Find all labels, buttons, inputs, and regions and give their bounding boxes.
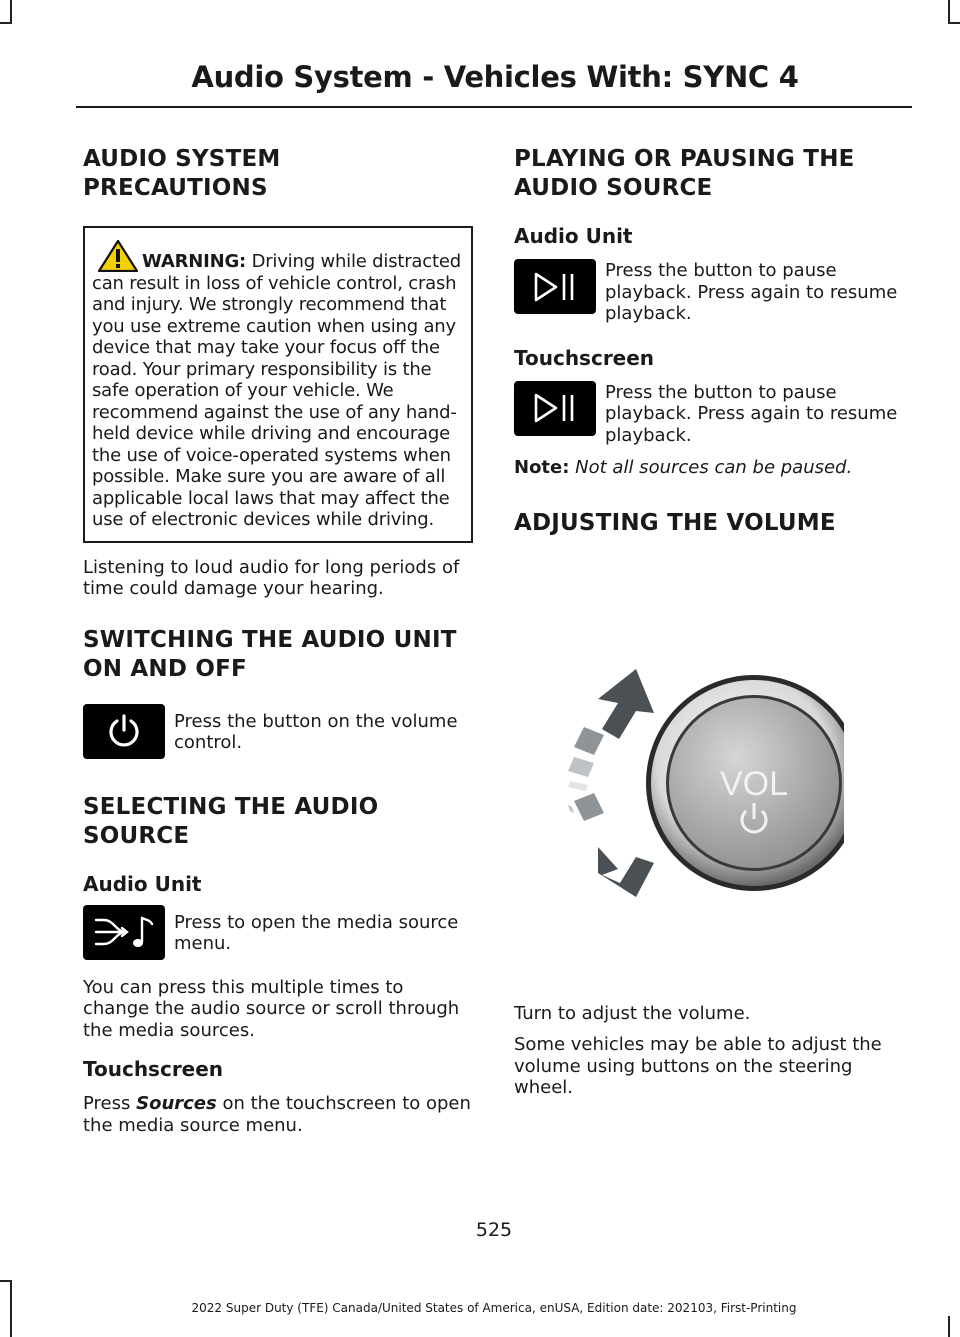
media-source-text: Press to open the media source menu. [174,911,459,954]
selecting-touchscreen-heading: Touchscreen [83,1057,224,1081]
crop-mark [948,22,960,24]
steering-text: Some vehicles may be able to adjust the volume using buttons on the steering wheel. [514,1034,882,1098]
crop-mark [0,22,12,24]
playing-audio-unit-heading: Audio Unit [514,224,633,248]
pause-note: Note: Not all sources can be paused. [514,457,853,478]
playing-heading: PLAYING OR PAUSING THE AUDIO SOURCE [514,146,855,201]
play-pause-icon [532,391,578,425]
power-button-image [83,704,165,759]
touch-play-pause-button-image [514,381,596,436]
vol-label: VOL [719,764,789,803]
play-pause-button-image [514,259,596,314]
warning-text: Driving while distracted can result in loss of vehicle control, crash and injury. We strongly recommend that you use extreme caution when using any device that may take your focus off the road. Your primary responsibility is the safe operation of your vehicle. We recommend against the use of any hand-held device while driving and encourage the use of voice-operated systems when possible. Make sure you are aware of all applicable local laws that may affect the use of electronic devices while driving. [92,251,461,530]
power-icon [104,711,144,751]
volume-down-arrow-icon [598,847,654,897]
playing-touchscreen-heading: Touchscreen [514,345,655,370]
volume-heading: ADJUSTING THE VOLUME [514,509,836,536]
touch-play-pause-row [514,381,904,447]
warning-label: WARNING: [142,251,247,272]
header-divider [76,106,912,108]
media-source-icon [92,912,156,952]
sources-label: Sources [136,1093,217,1114]
page-number: 525 [475,1219,513,1241]
edition-info: 2022 Super Duty (TFE) Canada/United States of America, enUSA, Edition date: 202103, First-Printing [191,1301,797,1315]
play-pause-text: Press the button to pause playback. Press again to resume playback. [605,260,898,324]
warning-triangle-icon [98,240,138,272]
sources-text: Press Sources on the touchscreen to open the media source menu. [83,1093,471,1136]
precautions-heading: AUDIO SYSTEM PRECAUTIONS [83,146,281,201]
volume-knob-illustration [514,643,844,903]
media-source-button-image [83,905,165,960]
crop-mark [948,0,950,22]
crop-mark [0,1280,12,1282]
selecting-audio-unit-heading: Audio Unit [83,871,202,896]
power-row [83,704,473,759]
play-pause-row [514,259,904,325]
crop-mark [948,1316,950,1337]
page-title: Audio System - Vehicles With: SYNC 4 [191,60,799,94]
volume-up-arrow-icon [598,669,654,739]
power-text: Press the button on the volume control. [174,710,458,753]
touch-play-pause-text: Press the button to pause playback. Press again to resume playback. [605,381,898,446]
left-column [83,145,473,1136]
media-source-row [83,905,473,960]
turn-text: Turn to adjust the volume. [514,1002,751,1024]
warning-box [83,226,473,543]
selecting-heading: SELECTING THE AUDIO SOURCE [83,793,379,849]
switching-heading: SWITCHING THE AUDIO UNIT ON AND OFF [83,626,457,682]
volume-knob-image [514,643,844,903]
crop-mark [10,0,12,22]
right-column [514,145,904,1099]
multiple-press-text: You can press this multiple times to change the audio source or scroll through the media sources. [83,976,460,1041]
hearing-text: Listening to loud audio for long periods of time could damage your hearing. [83,556,460,599]
play-pause-icon [532,270,578,304]
